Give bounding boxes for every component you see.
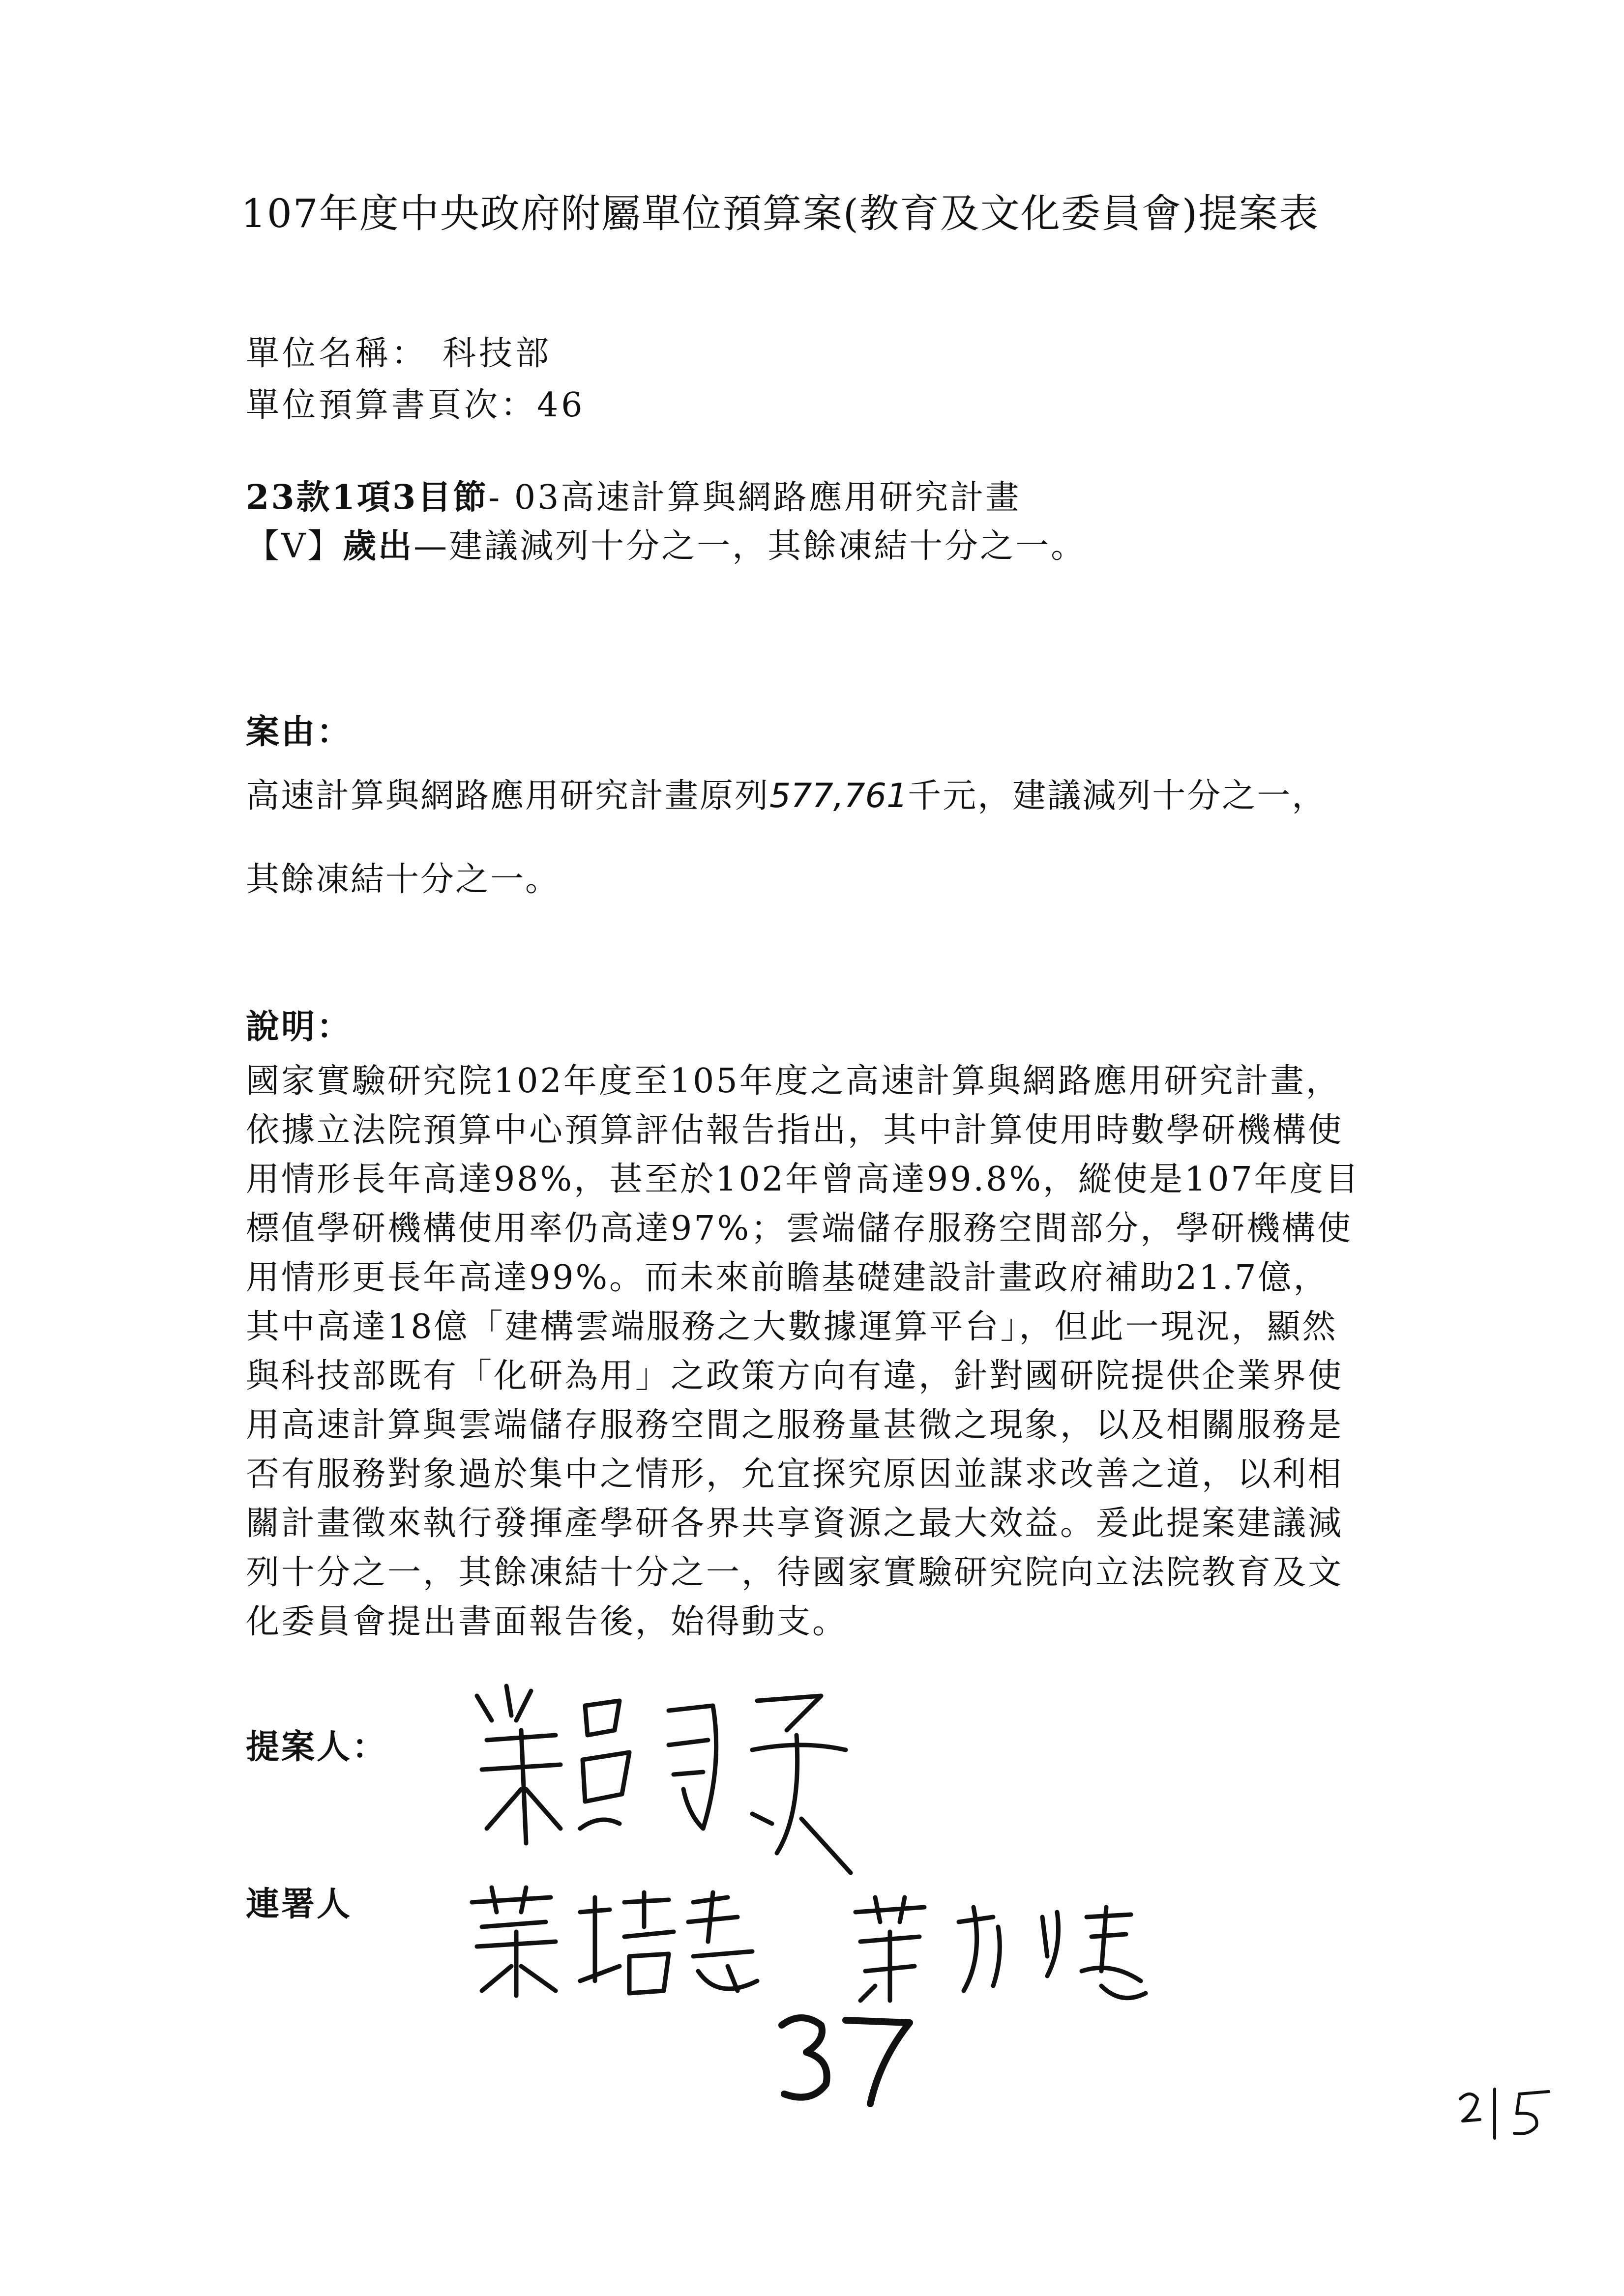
cosigner-label: 連署人: [246, 1885, 353, 1924]
reason-line-2: 其餘凍結十分之一。: [246, 860, 561, 899]
explain-line: 用情形更長年高達99%。而未來前瞻基礎建設計畫政府補助21.7億，: [246, 1258, 1329, 1297]
explain-paragraph: [246, 1057, 1426, 1647]
page-ref-value: 46: [537, 386, 586, 425]
reason-line-1: [246, 769, 1327, 817]
explain-line: 用高速計算與雲端儲存服務空間之服務量甚微之現象，以及相關服務是: [246, 1406, 1344, 1445]
reason-amount-handwritten: 577,761: [769, 777, 908, 815]
budget-item-proposal: —建議減列十分之一，其餘凍結十分之一。: [413, 527, 1087, 566]
explain-line: 其中高達18億「建構雲端服務之大數據運算平台」，但此一現況，顯然: [246, 1308, 1338, 1346]
budget-section-code: 23款1項3目節: [246, 478, 489, 517]
explain-line: 化委員會提出書面報告後，始得動支。: [246, 1602, 848, 1641]
document-title: 107年度中央政府附屬單位預算案(教育及文化委員會)提案表: [241, 191, 1320, 236]
explain-line: 否有服務對象過於集中之情形，允宜探究原因並謀求改善之道，以利相: [246, 1455, 1344, 1494]
budget-item-type: 歲出: [343, 526, 414, 566]
proposer-signature: [457, 1666, 900, 1873]
explain-line: 國家實驗研究院102年度至105年度之高速計算與網路應用研究計畫，: [246, 1062, 1341, 1101]
page-ref-row: [246, 378, 586, 426]
explain-line: 列十分之一，其餘凍結十分之一，待國家實驗研究院向立法院教育及文: [246, 1553, 1344, 1592]
checkbox-mark: 【V】: [246, 527, 343, 566]
unit-name-label: 單位名稱：: [246, 334, 428, 373]
reason-text-pre: 高速計算與網路應用研究計畫原列: [246, 777, 770, 815]
reason-text-post: 千元，建議減列十分之一，: [908, 777, 1327, 815]
budget-item-line: [246, 520, 1086, 567]
explain-line: 與科技部既有「化研為用」之政策方向有違，針對國研院提供企業界使: [246, 1357, 1344, 1395]
unit-name-row: [246, 327, 552, 375]
unit-name-value: 科技部: [443, 334, 552, 373]
cosigner-signature-2: [846, 1888, 1160, 2005]
budget-section-name: - 03高速計算與網路應用研究計畫: [488, 478, 1021, 517]
explain-heading: 說明：: [246, 1007, 353, 1046]
proposer-label: 提案人：: [246, 1727, 388, 1767]
budget-section-line: [246, 471, 1021, 519]
reason-heading: 案由：: [246, 712, 353, 752]
explain-line: 依據立法院預算中心預算評估報告指出，其中計算使用時數學研機構使: [246, 1111, 1344, 1150]
explain-line: 關計畫徵來執行發揮產學研各界共享資源之最大效益。爰此提案建議減: [246, 1504, 1344, 1543]
explain-line: 用情形長年高達98%，甚至於102年曾高達99.8%，縱使是107年度目: [246, 1160, 1360, 1199]
handwritten-page-number: [1455, 2074, 1564, 2148]
explain-line: 標值學研機構使用率仍高達97%；雲端儲存服務空間部分，學研機構使: [246, 1209, 1353, 1248]
cosigner-signature-1: [462, 1883, 767, 2005]
handwritten-number-37: [772, 2005, 919, 2109]
page-ref-label: 單位預算書頁次：: [246, 386, 537, 425]
